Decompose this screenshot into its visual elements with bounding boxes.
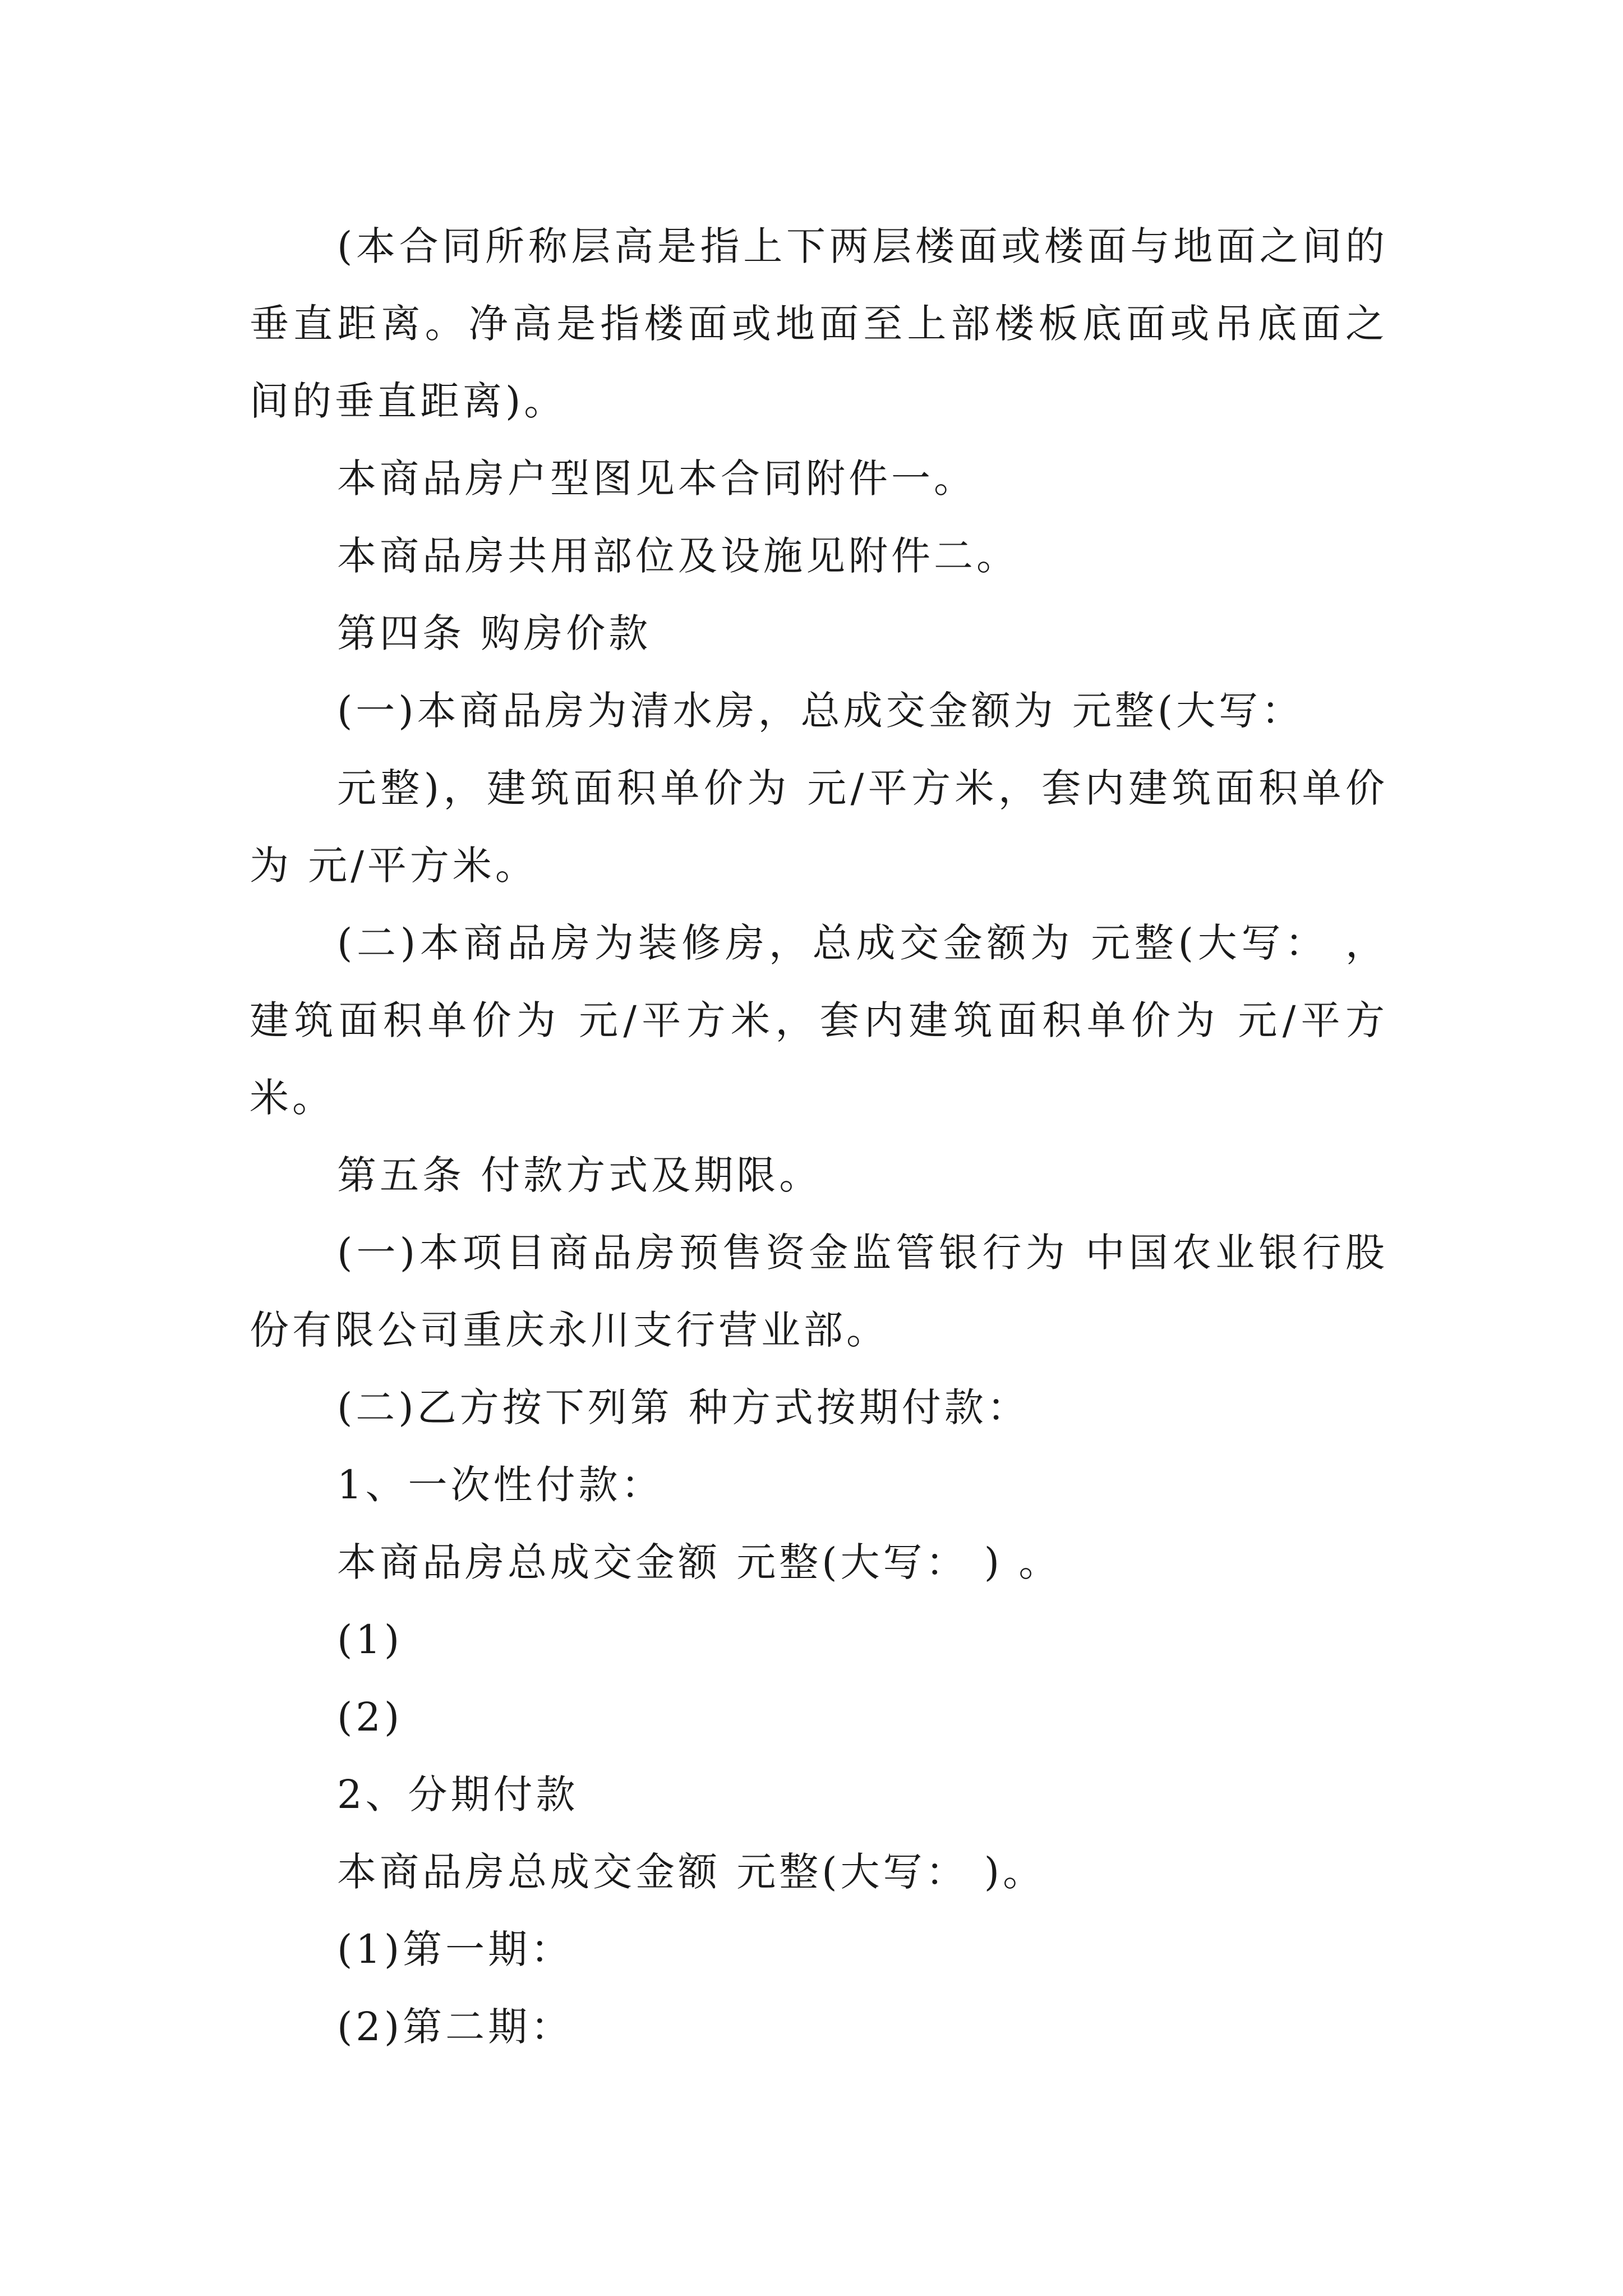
paragraph-floor-plan-attachment: 本商品房户型图见本合同附件一。 <box>337 455 976 501</box>
document-body <box>250 208 1388 2065</box>
paragraph-installment-total: 本商品房总成交金额 元整(大写： )。 <box>337 1849 1046 1895</box>
paragraph-price-finished-house: (二)本商品房为装修房，总成交金额为 元整(大写： ，建筑面积单价为 元/平方米，套内建筑面积单价为 元/平方米。 <box>250 920 1388 1121</box>
paragraph-price-unit-area: 元整)，建筑面积单价为 元/平方米，套内建筑面积单价为 元/平方米。 <box>250 765 1388 889</box>
list-item-installment-1: (1)第一期： <box>337 1926 574 1972</box>
paragraph-lump-sum-total: 本商品房总成交金额 元整(大写： ) 。 <box>337 1539 1062 1585</box>
article-4-heading: 第四条 购房价款 <box>337 610 652 656</box>
paragraph-escrow-bank: (一)本项目商品房预售资金监管银行为 中国农业银行股份有限公司重庆永川支行营业部。 <box>250 1230 1388 1353</box>
paragraph-payment-method-choice: (二)乙方按下列第 种方式按期付款： <box>337 1384 1030 1430</box>
paragraph-installment-payment: 2、分期付款 <box>337 1772 579 1818</box>
paragraph-shared-facilities-attachment: 本商品房共用部位及设施见附件二。 <box>337 533 1019 579</box>
article-5-heading: 第五条 付款方式及期限。 <box>337 1152 822 1198</box>
paragraph-lump-sum-payment: 1、一次性付款： <box>337 1462 664 1508</box>
paragraph-floor-height-definition: (本合同所称层高是指上下两层楼面或楼面与地面之间的垂直距离。净高是指楼面或地面至上部楼板底面或吊底面之间的垂直距离)。 <box>250 223 1388 424</box>
list-item-lump-sum-1: (1) <box>337 1617 403 1663</box>
paragraph-price-unfinished-house: (一)本商品房为清水房，总成交金额为 元整(大写： <box>337 688 1304 734</box>
list-item-installment-2: (2)第二期： <box>337 2004 574 2050</box>
list-item-lump-sum-2: (2) <box>337 1694 403 1740</box>
